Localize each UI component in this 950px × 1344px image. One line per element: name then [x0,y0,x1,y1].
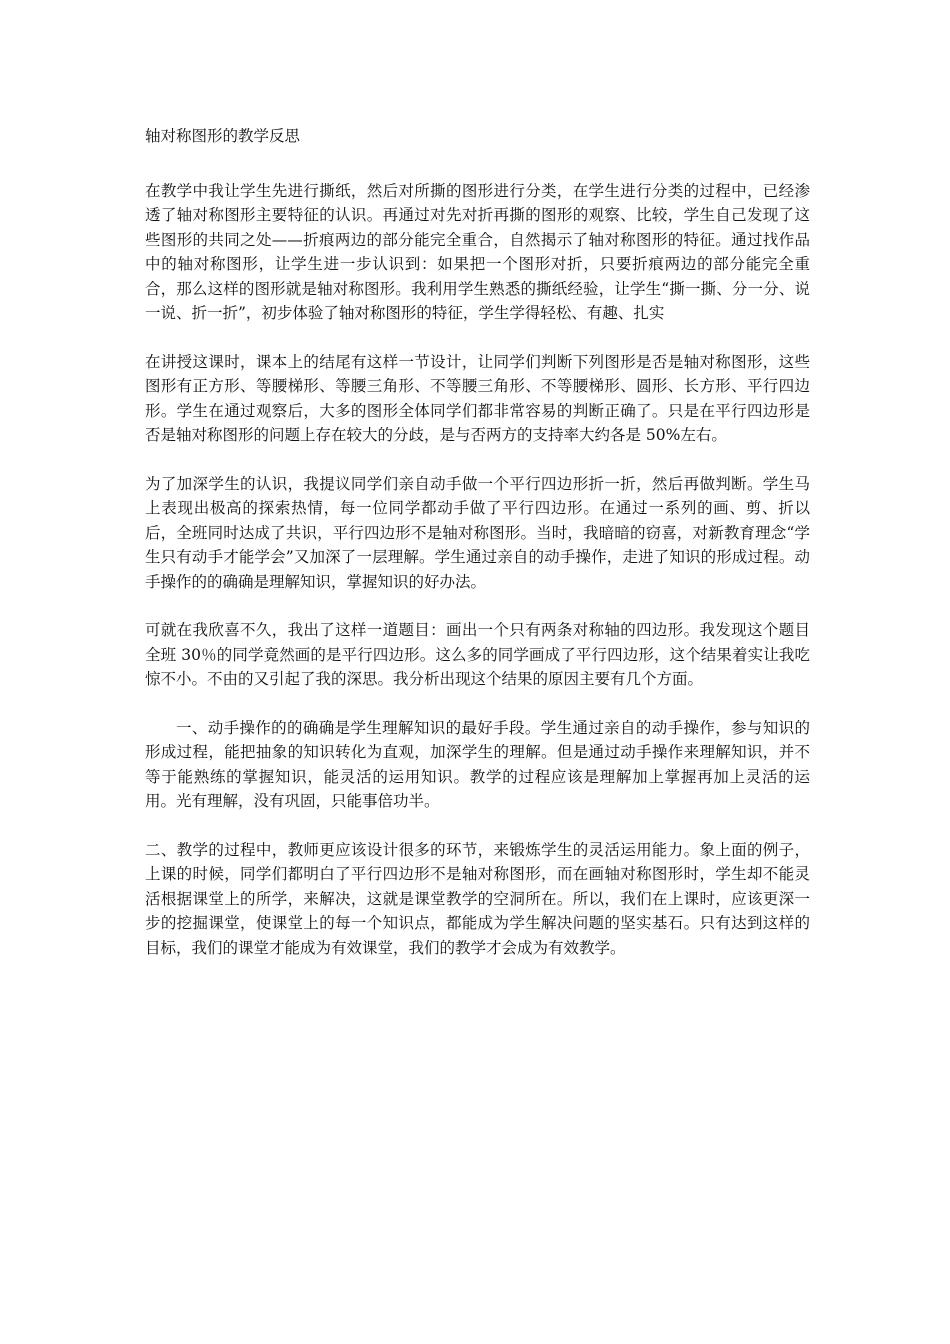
paragraph-4: 可就在我欣喜不久，我出了这样一道题目：画出一个只有两条对称轴的四边形。我发现这个题目全班 30％的同学竟然画的是平行四边形。这么多的同学画成了平行四边形，这个结果着实让我吃惊不小。不由的又引起了我的深思。我分析出现这个结果的原因主要有几个方面。 [145,621,810,688]
paragraph-6: 二、教学的过程中，教师更应该设计很多的环节，来锻炼学生的灵活运用能力。象上面的例子，上课的时候，同学们都明白了平行四边形不是轴对称图形，而在画轴对称图形时，学生却不能灵活根据课堂上的所学，来解决，这就是课堂教学的空洞所在。所以，我们在上课时，应该更深一步的挖掘课堂，使课堂上的每一个知识点，都能成为学生解决问题的坚实基石。只有达到这样的目标，我们的课堂才能成为有效课堂，我们的教学才会成为有效教学。 [145,840,810,957]
document-title: 轴对称图形的教学反思 [145,127,301,145]
document-body [145,124,810,984]
paragraph-5: 一、动手操作的的确确是学生理解知识的最好手段。学生通过亲自的动手操作，参与知识的形成过程，能把抽象的知识转化为直观，加深学生的理解。但是通过动手操作来理解知识，并不等于能熟练的掌握知识，能灵活的运用知识。教学的过程应该是理解加上掌握再加上灵活的运用。光有理解，没有巩固，只能事倍功半。 [145,718,810,810]
paragraph-1: 在教学中我让学生先进行撕纸，然后对所撕的图形进行分类，在学生进行分类的过程中，已经渗透了轴对称图形主要特征的认识。再通过对先对折再撕的图形的观察、比较，学生自己发现了这些图形的共同之处——折痕两边的部分能完全重合，自然揭示了轴对称图形的特征。通过找作品中的轴对称图形，让学生进一步认识到：如果把一个图形对折，只要折痕两边的部分能完全重合，那么这样的图形就是轴对称图形。我利用学生熟悉的撕纸经验，让学生“撕一撕、分一分、说一说、折一折”，初步体验了轴对称图形的特征，学生学得轻松、有趣、扎实 [145,181,810,322]
paragraph-3: 为了加深学生的认识，我提议同学们亲自动手做一个平行四边形折一折，然后再做判断。学生马上表现出极高的探索热情，每一位同学都动手做了平行四边形。在通过一系列的画、剪、折以后，全班同时达成了共识，平行四边形不是轴对称图形。当时，我暗暗的窃喜，对新教育理念“学生只有动手才能学会”又加深了一层理解。学生通过亲自的动手操作，走进了知识的形成过程。动手操作的的确确是理解知识，掌握知识的好办法。 [145,474,810,591]
paragraph-2: 在讲授这课时，课本上的结尾有这样一节设计，让同学们判断下列图形是否是轴对称图形，这些图形有正方形、等腰梯形、等腰三角形、不等腰三角形、不等腰梯形、圆形、长方形、平行四边形。学生在通过观察后，大多的图形全体同学们都非常容易的判断正确了。只是在平行四边形是否是轴对称图形的问题上存在较大的分歧，是与否两方的支持率大约各是 50%左右。 [145,352,810,444]
